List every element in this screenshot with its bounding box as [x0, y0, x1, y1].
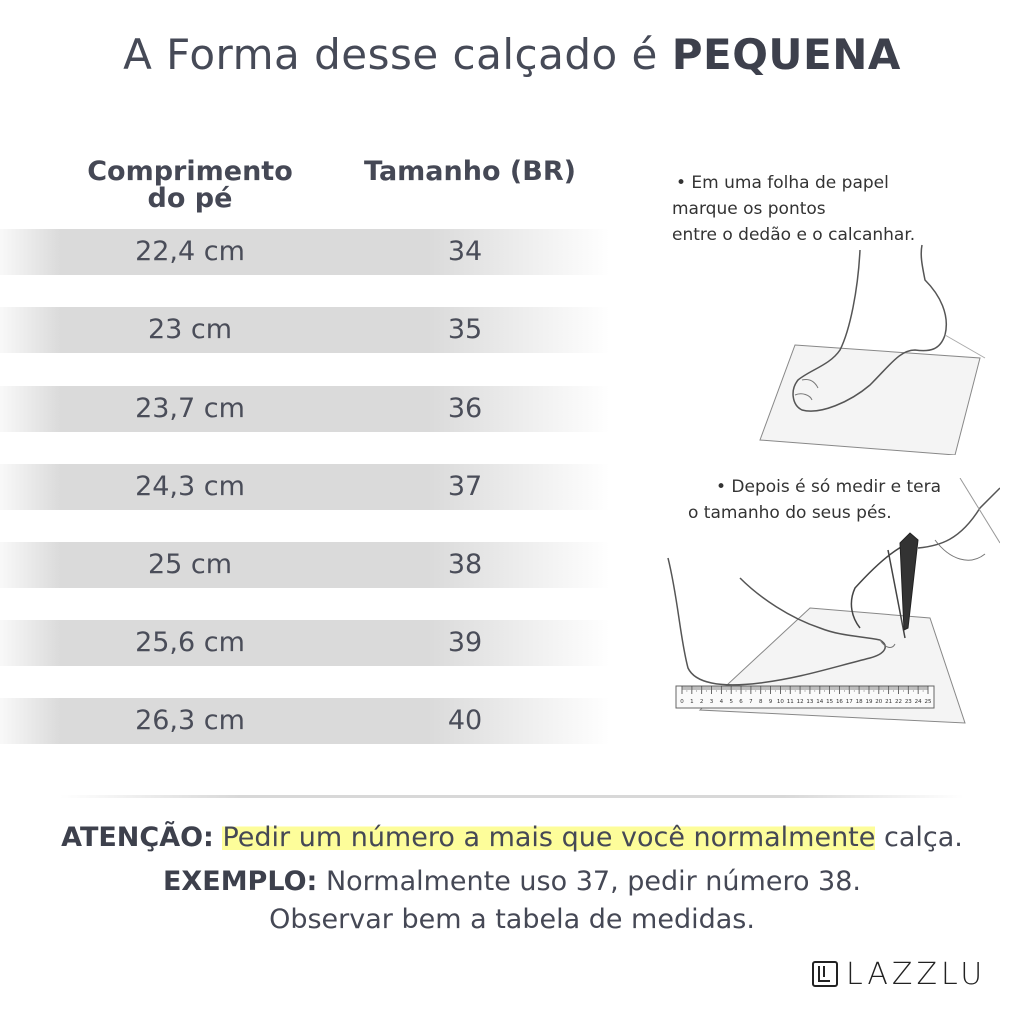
ruler-label: 2 [699, 699, 704, 705]
ruler-label: 25 [924, 699, 932, 705]
table-row [0, 386, 610, 432]
ruler-label: 1 [690, 699, 694, 705]
table-row [0, 620, 610, 666]
ruler-label: 18 [855, 699, 863, 705]
ruler-label: 22 [894, 699, 902, 705]
ruler-label: 12 [796, 699, 804, 705]
ruler-label: 7 [749, 699, 753, 705]
ruler-label: 4 [719, 699, 724, 705]
ruler-label: 6 [739, 699, 743, 705]
ruler-label: 19 [865, 699, 873, 705]
ruler-label: 23 [904, 699, 912, 705]
ruler-label: 5 [729, 699, 733, 705]
ruler-label: 9 [768, 699, 773, 705]
example-line [0, 866, 1024, 897]
ruler-label: 14 [816, 699, 824, 705]
ruler-label: 16 [835, 699, 843, 705]
table-row [0, 229, 610, 275]
page-title [0, 30, 1024, 79]
row-size: 40 [447, 705, 483, 736]
row-length: 24,3 cm [135, 471, 245, 502]
ruler-label: 13 [806, 699, 814, 705]
row-length: 23 cm [147, 314, 233, 345]
row-size: 36 [447, 393, 483, 424]
length-column-header [75, 158, 305, 212]
brand-name: LAZZLU [846, 956, 987, 992]
step2-line2: o tamanho do seus pés. [688, 503, 892, 523]
logo-mark-icon [812, 961, 838, 987]
ruler-label: 20 [875, 699, 883, 705]
row-length: 23,7 cm [135, 393, 245, 424]
brand-logo [812, 958, 986, 990]
row-length: 26,3 cm [135, 705, 245, 736]
table-row [0, 464, 610, 510]
step2-line1: • Depois é só medir e tera [716, 477, 942, 497]
row-size: 39 [447, 627, 483, 658]
foot-on-paper-illustration [740, 240, 990, 455]
length-header-line1: Comprimento [87, 156, 293, 187]
ruler-label: 17 [845, 699, 853, 705]
title-prefix: A Forma desse calçado é [123, 30, 672, 79]
step1-line3: entre o dedão e o calcanhar. [672, 225, 916, 245]
ruler-label: 8 [758, 699, 763, 705]
row-length: 25 cm [147, 549, 233, 580]
step1-line1: • Em uma folha de papel [676, 173, 889, 193]
observe-line: Observar bem a tabela de medidas. [269, 904, 755, 935]
row-size: 34 [447, 236, 483, 267]
row-size: 37 [447, 471, 483, 502]
instruction-step1 [672, 170, 915, 248]
ruler-label: 10 [776, 699, 784, 705]
attention-tail: calça. [883, 822, 963, 853]
step1-line2: marque os pontos [672, 199, 826, 219]
row-size: 35 [447, 314, 483, 345]
row-size: 38 [447, 549, 483, 580]
ruler-label: 24 [914, 699, 922, 705]
attention-highlight: Pedir um número a mais que você normalmente [222, 822, 876, 853]
row-length: 25,6 cm [135, 627, 245, 658]
table-row [0, 542, 610, 588]
length-header-line2: do pé [147, 183, 233, 214]
section-divider [60, 795, 964, 798]
ruler-label: 11 [786, 699, 794, 705]
ruler [676, 686, 934, 708]
size-column-header: Tamanho (BR) [364, 156, 576, 187]
table-row [0, 698, 610, 744]
ruler-label: 15 [826, 699, 834, 705]
example-label: EXEMPLO: [162, 866, 318, 897]
attention-label: ATENÇÃO: [61, 822, 214, 853]
ruler-label: 0 [680, 699, 684, 705]
row-length: 22,4 cm [135, 236, 245, 267]
ruler-label: 3 [709, 699, 714, 705]
ruler-label: 21 [885, 699, 893, 705]
attention-line [0, 822, 1024, 853]
title-emphasis: PEQUENA [671, 30, 901, 79]
foot-measuring-illustration [660, 478, 1000, 730]
example-text: Normalmente uso 37, pedir número 38. [325, 866, 861, 897]
table-row [0, 307, 610, 353]
